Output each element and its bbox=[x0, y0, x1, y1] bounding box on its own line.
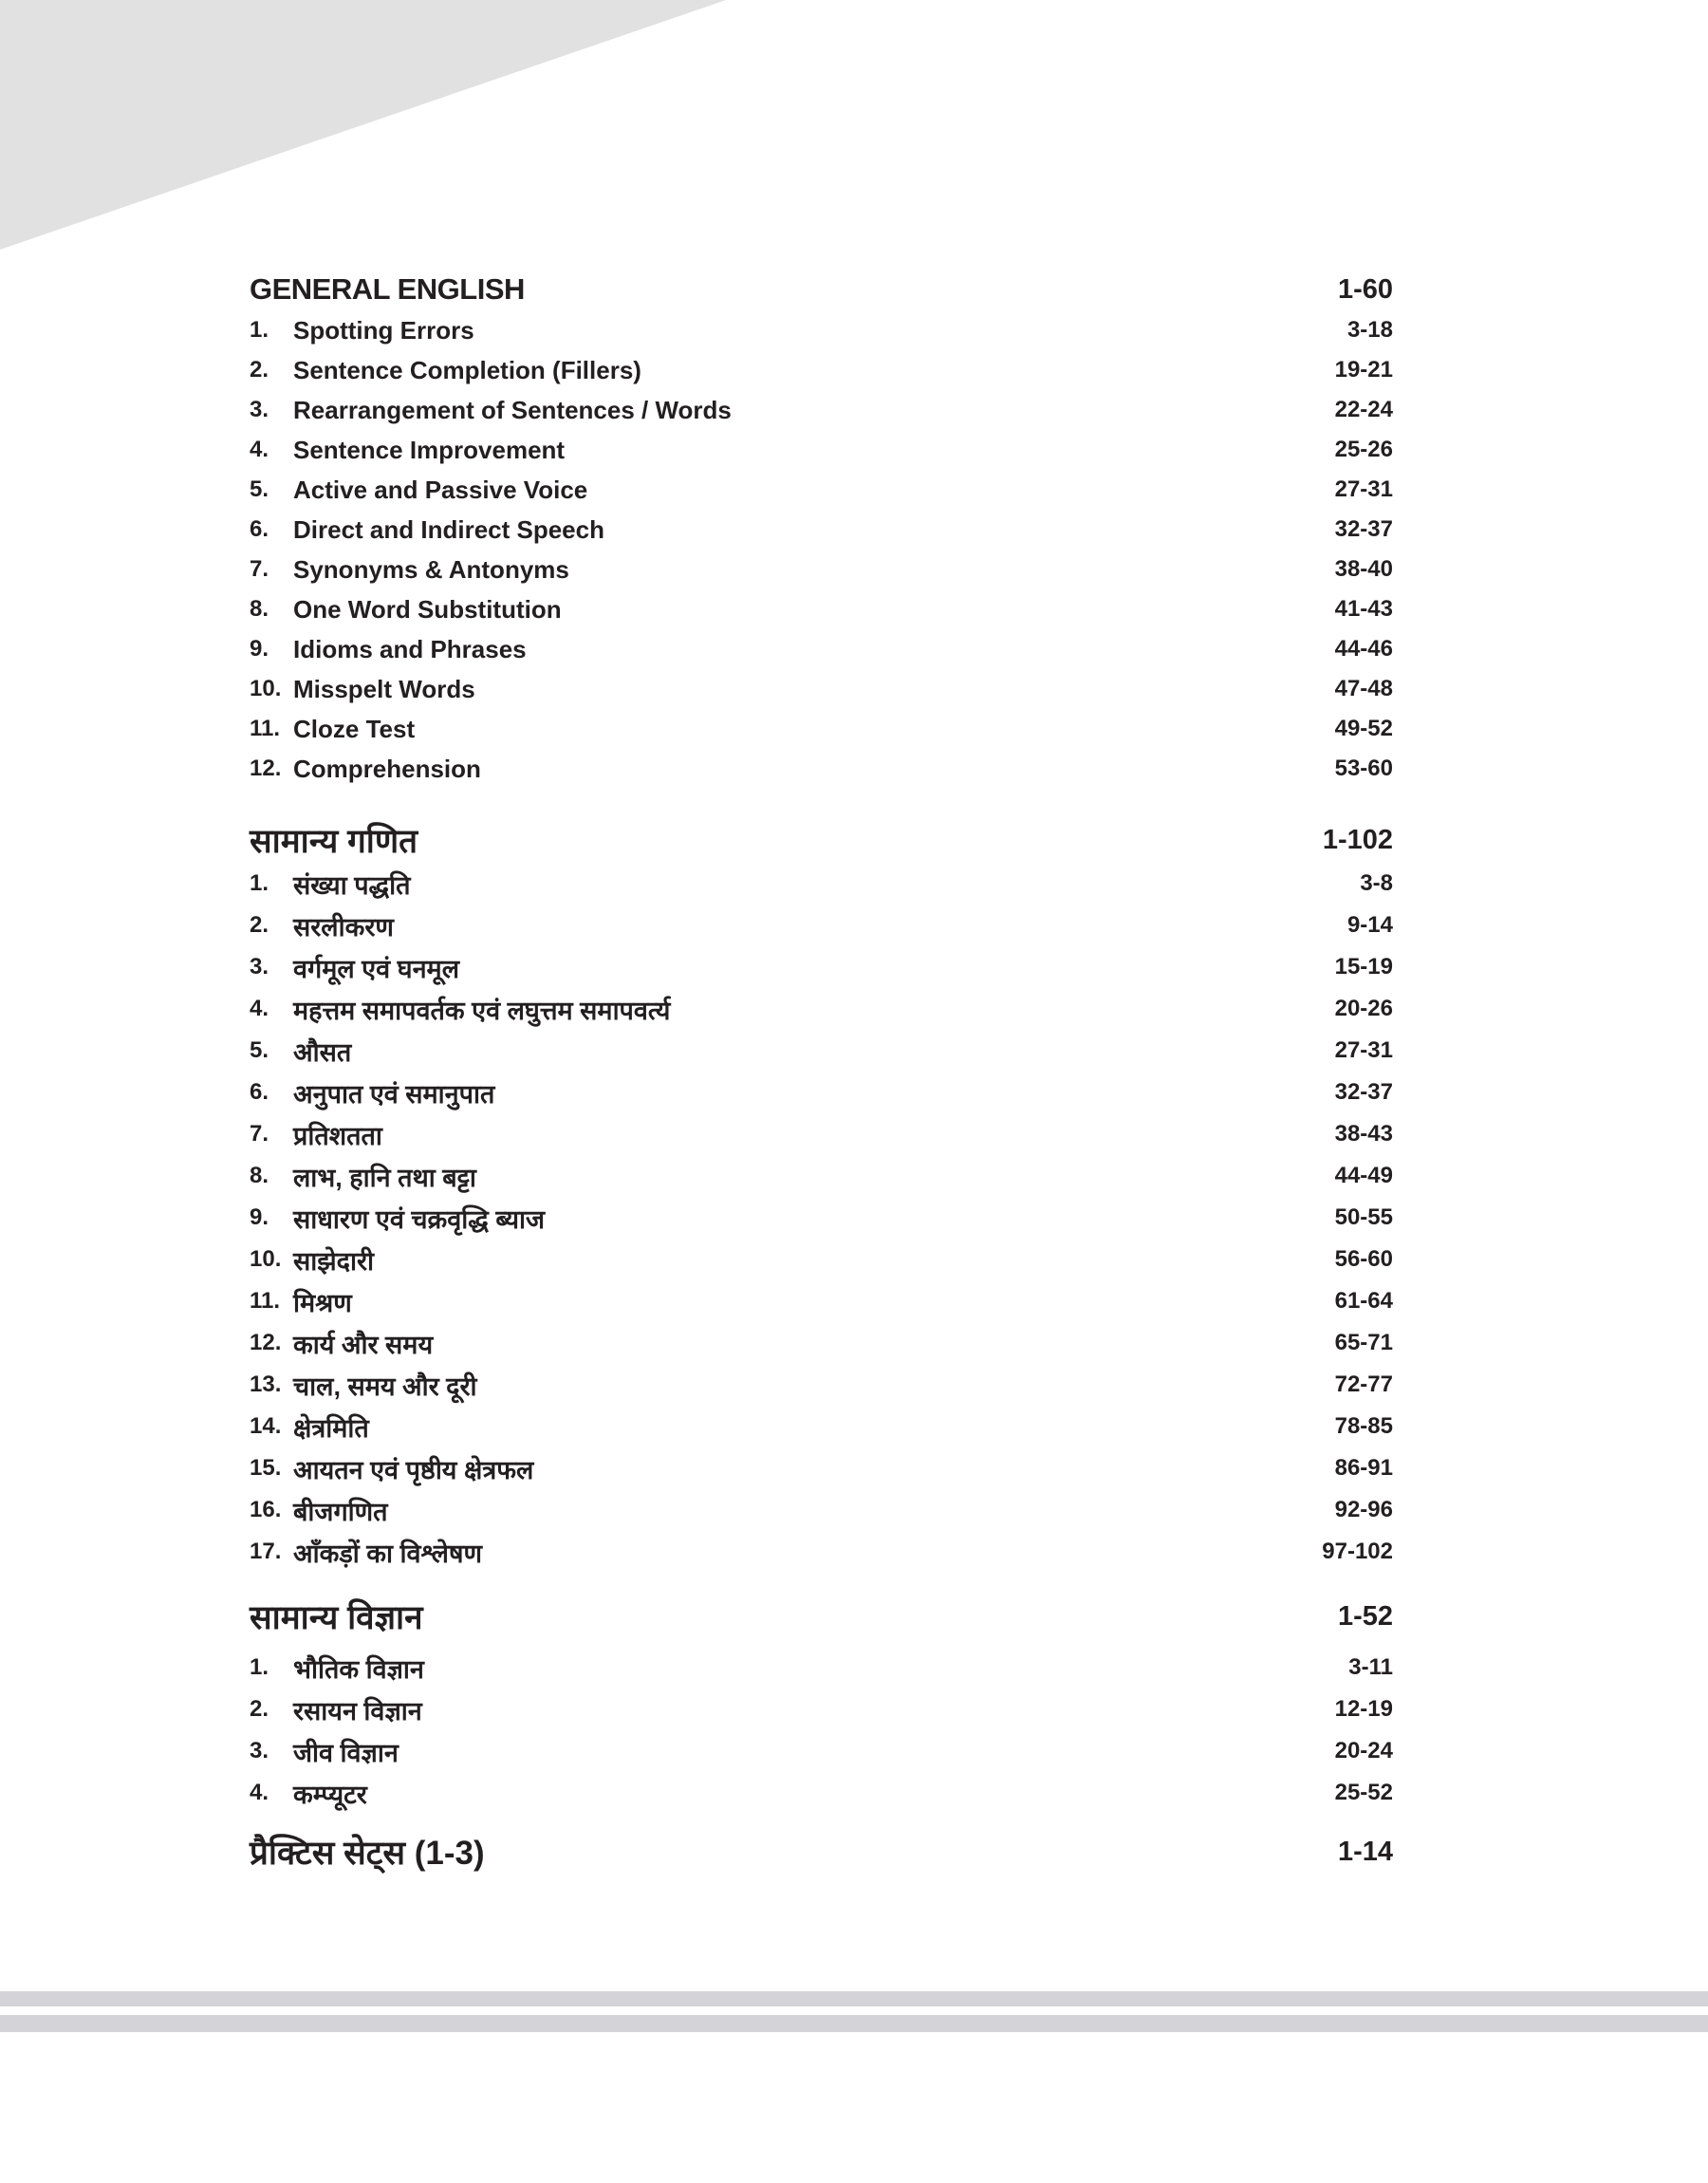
section-item-list bbox=[250, 310, 1393, 789]
toc-item bbox=[250, 510, 1393, 550]
toc-item-pages: 49-52 bbox=[1334, 716, 1393, 741]
toc-item-label: रसायन विज्ञान bbox=[293, 1696, 422, 1726]
section-title: प्रैक्टिस सेट्स (1-3) bbox=[250, 1834, 485, 1872]
toc-item bbox=[250, 946, 1393, 988]
toc-item-pages: 61-64 bbox=[1334, 1288, 1393, 1314]
toc-item-number: 17. bbox=[250, 1539, 282, 1564]
toc-item bbox=[250, 1322, 1393, 1364]
toc-item-label: Sentence Completion (Fillers) bbox=[293, 355, 641, 384]
toc-item-number: 3. bbox=[250, 1738, 269, 1763]
section-header bbox=[250, 269, 1393, 310]
toc-item bbox=[250, 1030, 1393, 1072]
toc-item-label: औसत bbox=[293, 1037, 352, 1067]
toc-item-label: जीव विज्ञान bbox=[293, 1738, 399, 1767]
toc-item-pages: 22-24 bbox=[1334, 397, 1393, 422]
toc-item-pages: 38-40 bbox=[1334, 556, 1393, 582]
toc-item bbox=[250, 669, 1393, 709]
toc-item-label: बीजगणित bbox=[293, 1497, 388, 1526]
footer-bar-bottom bbox=[0, 2015, 1708, 2032]
toc-item-number: 14. bbox=[250, 1413, 282, 1439]
toc-item-number: 4. bbox=[250, 996, 269, 1021]
toc-item bbox=[250, 863, 1393, 905]
toc-item bbox=[250, 470, 1393, 510]
toc-item-pages: 44-46 bbox=[1334, 636, 1393, 662]
footer-bar-top bbox=[0, 1991, 1708, 2006]
toc-item-label: कार्य और समय bbox=[293, 1330, 434, 1359]
toc-item-number: 4. bbox=[250, 1780, 269, 1805]
toc-item-label: Rearrangement of Sentences / Words bbox=[293, 395, 732, 424]
toc-item-number: 2. bbox=[250, 1696, 269, 1722]
toc-item-number: 11. bbox=[250, 716, 281, 741]
toc-item bbox=[250, 1155, 1393, 1197]
toc-item bbox=[250, 1072, 1393, 1113]
toc-item-label: महत्तम समापवर्तक एवं लघुत्तम समापवर्त्य bbox=[293, 996, 671, 1025]
toc-item-label: अनुपात एवं समानुपात bbox=[293, 1079, 495, 1109]
toc-item-label: One Word Substitution bbox=[293, 594, 562, 624]
toc-item-pages: 86-91 bbox=[1334, 1455, 1393, 1481]
toc-item-label: Sentence Improvement bbox=[293, 435, 566, 464]
toc-item-pages: 3-18 bbox=[1346, 317, 1393, 343]
toc-item-number: 9. bbox=[250, 1204, 269, 1230]
toc-item-pages: 72-77 bbox=[1334, 1371, 1393, 1397]
section-header bbox=[250, 817, 1393, 863]
toc-item bbox=[250, 749, 1393, 789]
toc-item-number: 5. bbox=[250, 1037, 269, 1063]
toc-item-number: 2. bbox=[250, 912, 269, 938]
toc-item-number: 12. bbox=[250, 1330, 282, 1355]
toc-item-label: सरलीकरण bbox=[293, 912, 394, 942]
toc-item-label: Active and Passive Voice bbox=[293, 475, 588, 504]
toc-item bbox=[250, 1197, 1393, 1239]
toc-item-number: 4. bbox=[250, 437, 269, 462]
toc-item-number: 1. bbox=[250, 1654, 269, 1680]
toc-item-label: साधारण एवं चक्रवृद्धि ब्याज bbox=[293, 1204, 546, 1234]
toc-item-label: Spotting Errors bbox=[293, 315, 474, 345]
toc-item-label: Direct and Indirect Speech bbox=[293, 514, 604, 544]
toc-item-pages: 25-26 bbox=[1334, 437, 1393, 462]
toc-item-number: 10. bbox=[250, 1246, 282, 1272]
toc-item bbox=[250, 629, 1393, 669]
toc-item-label: लाभ, हानि तथा बट्टा bbox=[293, 1163, 476, 1192]
toc-item bbox=[250, 550, 1393, 589]
toc-item-label: Synonyms & Antonyms bbox=[293, 554, 569, 584]
toc-item-number: 6. bbox=[250, 516, 269, 542]
toc-item-number: 1. bbox=[250, 870, 269, 896]
toc-item-pages: 32-37 bbox=[1334, 1079, 1393, 1105]
section-title: सामान्य विज्ञान bbox=[250, 1598, 423, 1636]
toc-item-label: आँकड़ों का विश्लेषण bbox=[293, 1539, 483, 1568]
toc-item-label: चाल, समय और दूरी bbox=[293, 1371, 477, 1401]
toc-item bbox=[250, 1531, 1393, 1573]
toc-item-number: 11. bbox=[250, 1288, 281, 1314]
table-of-contents bbox=[250, 269, 1393, 1875]
toc-item-number: 8. bbox=[250, 596, 269, 622]
toc-item-number: 6. bbox=[250, 1079, 269, 1105]
toc-item bbox=[250, 709, 1393, 749]
toc-item-pages: 19-21 bbox=[1334, 357, 1393, 382]
section-general-english bbox=[250, 269, 1393, 789]
toc-item-number: 7. bbox=[250, 556, 269, 582]
toc-item-number: 16. bbox=[250, 1497, 282, 1522]
toc-item-pages: 53-60 bbox=[1334, 756, 1393, 781]
toc-item-number: 1. bbox=[250, 317, 269, 343]
toc-item bbox=[250, 1239, 1393, 1280]
section-general-science bbox=[250, 1594, 1393, 1814]
section-page-range: 1-60 bbox=[1337, 273, 1393, 305]
section-general-maths bbox=[250, 817, 1393, 1573]
toc-item bbox=[250, 430, 1393, 470]
toc-item-number: 13. bbox=[250, 1371, 282, 1397]
section-header bbox=[250, 1829, 1393, 1875]
toc-item bbox=[250, 1113, 1393, 1155]
toc-item bbox=[250, 1647, 1393, 1689]
toc-item-number: 2. bbox=[250, 357, 269, 382]
toc-item-label: वर्गमूल एवं घनमूल bbox=[293, 954, 460, 983]
corner-triangle-decoration bbox=[0, 0, 726, 250]
toc-item-label: भौतिक विज्ञान bbox=[293, 1654, 424, 1684]
toc-item bbox=[250, 589, 1393, 629]
toc-item-label: प्रतिशतता bbox=[293, 1121, 382, 1150]
toc-item-label: कम्प्यूटर bbox=[293, 1780, 367, 1809]
toc-item-pages: 3-8 bbox=[1360, 870, 1393, 896]
toc-item-pages: 20-24 bbox=[1334, 1738, 1393, 1763]
toc-item-pages: 97-102 bbox=[1322, 1539, 1393, 1564]
toc-item-pages: 65-71 bbox=[1334, 1330, 1393, 1355]
toc-item-pages: 9-14 bbox=[1346, 912, 1393, 938]
toc-item-pages: 41-43 bbox=[1334, 596, 1393, 622]
toc-item-pages: 38-43 bbox=[1334, 1121, 1393, 1147]
section-page-range: 1-52 bbox=[1337, 1600, 1393, 1632]
toc-item-number: 12. bbox=[250, 756, 282, 781]
toc-item-number: 9. bbox=[250, 636, 269, 662]
section-title: GENERAL ENGLISH bbox=[250, 272, 525, 306]
toc-item-label: Misspelt Words bbox=[293, 674, 475, 703]
toc-item-label: Comprehension bbox=[293, 754, 481, 783]
toc-item-number: 10. bbox=[250, 676, 282, 701]
toc-item-label: क्षेत्रमिति bbox=[293, 1413, 369, 1443]
section-title: सामान्य गणित bbox=[250, 822, 418, 860]
toc-item-number: 15. bbox=[250, 1455, 282, 1481]
toc-item-number: 5. bbox=[250, 476, 269, 502]
toc-item-number: 7. bbox=[250, 1121, 269, 1147]
toc-item bbox=[250, 310, 1393, 350]
toc-item-number: 3. bbox=[250, 954, 269, 980]
toc-item-pages: 32-37 bbox=[1334, 516, 1393, 542]
toc-item-pages: 20-26 bbox=[1334, 996, 1393, 1021]
toc-item-pages: 25-52 bbox=[1334, 1780, 1393, 1805]
section-page-range: 1-102 bbox=[1322, 824, 1393, 855]
toc-item bbox=[250, 1364, 1393, 1406]
toc-item-label: Idioms and Phrases bbox=[293, 634, 527, 663]
toc-item bbox=[250, 1280, 1393, 1322]
toc-item bbox=[250, 390, 1393, 430]
toc-item-pages: 78-85 bbox=[1334, 1413, 1393, 1439]
section-page-range: 1-14 bbox=[1337, 1836, 1393, 1867]
toc-item bbox=[250, 1689, 1393, 1730]
section-item-list bbox=[250, 863, 1393, 1573]
toc-item bbox=[250, 1447, 1393, 1489]
toc-item-pages: 15-19 bbox=[1334, 954, 1393, 980]
toc-item-pages: 44-49 bbox=[1334, 1163, 1393, 1188]
section-practice-sets bbox=[250, 1829, 1393, 1875]
toc-item bbox=[250, 1730, 1393, 1772]
toc-item-number: 8. bbox=[250, 1163, 269, 1188]
toc-item-pages: 56-60 bbox=[1334, 1246, 1393, 1272]
toc-item bbox=[250, 1772, 1393, 1814]
toc-item-pages: 27-31 bbox=[1334, 1037, 1393, 1063]
toc-item bbox=[250, 1406, 1393, 1447]
toc-item bbox=[250, 350, 1393, 390]
toc-item-number: 3. bbox=[250, 397, 269, 422]
toc-item-label: Cloze Test bbox=[293, 714, 416, 743]
toc-item-label: साझेदारी bbox=[293, 1246, 375, 1276]
toc-item-label: संख्या पद्धति bbox=[293, 870, 411, 900]
section-item-list bbox=[250, 1647, 1393, 1814]
toc-item-pages: 50-55 bbox=[1334, 1204, 1393, 1230]
toc-item-pages: 3-11 bbox=[1348, 1654, 1393, 1680]
toc-item-pages: 92-96 bbox=[1334, 1497, 1393, 1522]
toc-item bbox=[250, 1489, 1393, 1531]
toc-item-pages: 12-19 bbox=[1334, 1696, 1393, 1722]
toc-item-label: मिश्रण bbox=[293, 1288, 352, 1317]
section-header bbox=[250, 1594, 1393, 1639]
toc-item-label: आयतन एवं पृष्ठीय क्षेत्रफल bbox=[293, 1455, 534, 1484]
toc-item bbox=[250, 905, 1393, 946]
toc-item bbox=[250, 988, 1393, 1030]
toc-item-pages: 47-48 bbox=[1334, 676, 1393, 701]
toc-item-pages: 27-31 bbox=[1334, 476, 1393, 502]
